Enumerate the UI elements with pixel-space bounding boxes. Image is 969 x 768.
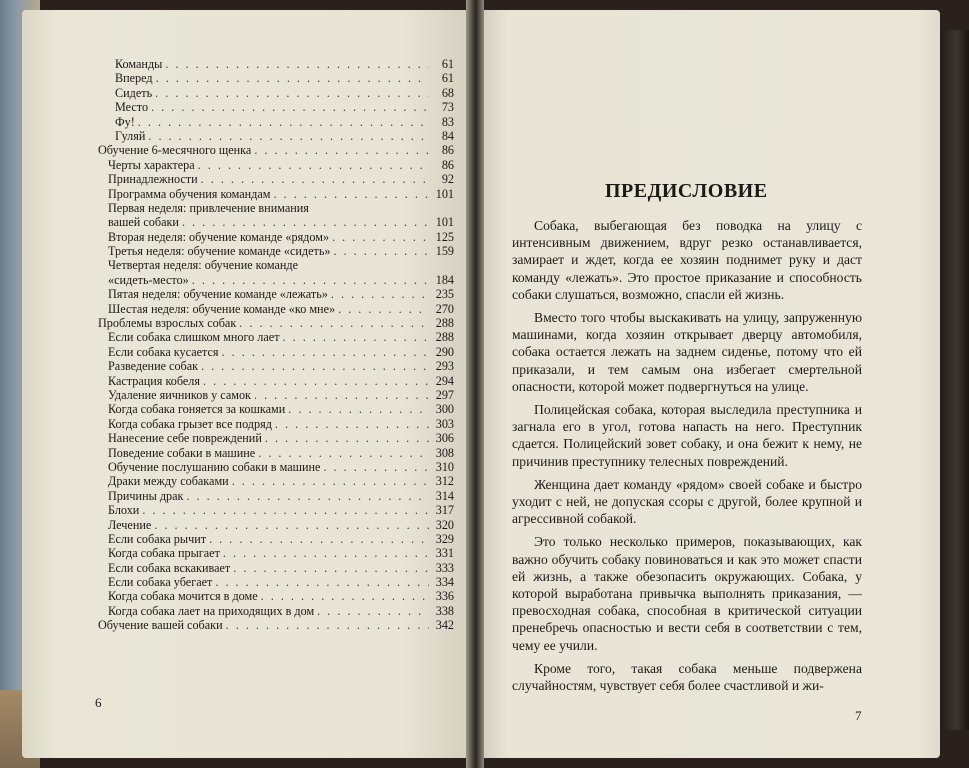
toc-dot-leader xyxy=(254,388,429,402)
toc-dot-leader xyxy=(223,546,429,560)
toc-dot-leader xyxy=(154,518,429,532)
toc-entry-title: Драки между собаками xyxy=(108,474,229,489)
toc-entry xyxy=(98,86,454,100)
toc-dot-leader xyxy=(182,215,429,229)
toc-entry-page: 86 xyxy=(441,157,454,172)
toc-dot-leader xyxy=(254,143,429,157)
toc-dot-leader xyxy=(138,115,429,129)
toc-entry xyxy=(98,244,454,258)
toc-entry-page: 297 xyxy=(435,387,454,402)
toc-entry-page: 294 xyxy=(435,373,454,388)
toc-entry xyxy=(98,431,454,445)
toc-entry xyxy=(98,474,454,488)
toc-entry-page: 68 xyxy=(441,85,454,100)
toc-entry xyxy=(98,575,454,589)
toc-entry-page: 61 xyxy=(441,71,454,86)
toc-entry xyxy=(98,100,454,114)
toc-entry-page: 61 xyxy=(441,57,454,71)
toc-entry xyxy=(98,561,454,575)
toc-entry-page: 125 xyxy=(435,229,454,244)
toc-dot-leader xyxy=(283,330,429,344)
toc-entry-page: 338 xyxy=(435,603,454,618)
table-of-contents xyxy=(98,57,454,633)
toc-entry-page: 329 xyxy=(435,531,454,546)
toc-entry xyxy=(98,503,454,517)
toc-dot-leader xyxy=(155,86,429,100)
right-page-number: 7 xyxy=(855,708,862,723)
toc-entry-page: 308 xyxy=(435,445,454,460)
toc-entry xyxy=(98,518,454,532)
toc-entry xyxy=(98,546,454,560)
toc-entry-page: 288 xyxy=(435,316,454,331)
toc-entry-title: Когда собака гоняется за кошками xyxy=(108,402,286,417)
toc-dot-leader xyxy=(203,374,429,388)
toc-dot-leader xyxy=(186,489,429,503)
toc-entry xyxy=(98,215,454,229)
toc-entry-page: 317 xyxy=(435,503,454,518)
toc-entry-title: Удаление яичников у самок xyxy=(108,387,251,402)
toc-entry xyxy=(98,489,454,503)
preface-paragraph: Вместо того чтобы выскакивать на улицу, запруженную машинами, когда хозяин открывает дверцу автомобиля, собака остается лежать на заднем сиденье, потому что ей приказали, и тем самым она избегает смертельной опасности, которой может подвергнуться на улице. xyxy=(512,310,862,394)
toc-entry-title: Разведение собак xyxy=(108,359,199,374)
toc-entry-page: 333 xyxy=(435,560,454,575)
toc-entry xyxy=(98,57,454,71)
toc-entry-page: 101 xyxy=(435,215,454,230)
toc-entry xyxy=(98,402,454,416)
toc-entry-title: Если собака слишком много лает xyxy=(108,330,280,345)
toc-entry-title: Третья неделя: обучение команде «сидеть» xyxy=(108,244,331,259)
toc-entry xyxy=(98,589,454,603)
toc-entry xyxy=(98,618,454,632)
toc-entry-title: Проблемы взрослых собак xyxy=(98,316,237,331)
toc-entry-page: 73 xyxy=(441,100,454,115)
toc-entry-title: Если собака рычит xyxy=(108,531,207,546)
toc-entry xyxy=(98,273,454,287)
book-spine-gutter xyxy=(466,0,484,768)
preface-paragraph: Это только несколько примеров, показывающих, как важно обучить собаку повиноваться и как это может спасти ей жизнь, а также обезопасить окружающих. Собака, у которой выработана привычка выполнять приказания, — превосходная собака, способная в критической ситуации пренебречь опасностью и вести себя в соответствии с тем, чему ее учили. xyxy=(512,534,862,653)
toc-entry xyxy=(98,446,454,460)
toc-dot-leader xyxy=(317,604,429,618)
toc-entry-title: Вторая неделя: обучение команде «рядом» xyxy=(108,229,330,244)
toc-entry-page: 159 xyxy=(435,244,454,259)
toc-dot-leader xyxy=(232,474,429,488)
toc-entry-title: Сидеть xyxy=(115,85,153,100)
toc-entry-title: Если собака убегает xyxy=(108,575,213,590)
toc-entry-title: Гуляй xyxy=(115,128,146,143)
toc-entry xyxy=(98,345,454,359)
toc-entry xyxy=(98,172,454,186)
preface-paragraph: Собака, выбегающая без поводка на улицу с интенсивным движением, вдруг резко останавливается, замирает и ждет, когда ее хозяин поднимет руку и даст команду «лежать». Это простое приказание и способность собаки слушаться, возможно, спасли ей жизнь. xyxy=(512,218,862,302)
toc-entry xyxy=(98,374,454,388)
toc-entry-page: 320 xyxy=(435,517,454,532)
toc-entry-page: 312 xyxy=(435,474,454,489)
toc-dot-leader xyxy=(258,446,429,460)
toc-entry-title: Когда собака мочится в доме xyxy=(108,589,258,604)
toc-dot-leader xyxy=(288,402,429,416)
toc-entry-page: 84 xyxy=(441,128,454,143)
toc-entry xyxy=(98,71,454,85)
toc-entry-title: Нанесение себе повреждений xyxy=(108,431,262,446)
toc-entry-page: 336 xyxy=(435,589,454,604)
toc-entry xyxy=(98,604,454,618)
toc-dot-leader xyxy=(192,273,429,287)
toc-dot-leader xyxy=(215,575,429,589)
toc-entry xyxy=(98,115,454,129)
toc-dot-leader xyxy=(338,302,429,316)
toc-dot-leader xyxy=(142,503,429,517)
toc-entry-page: 314 xyxy=(435,488,454,503)
toc-dot-leader xyxy=(331,287,429,301)
toc-entry-title: Если собака кусается xyxy=(108,344,219,359)
toc-entry-page: 86 xyxy=(441,143,454,158)
toc-entry-page: 306 xyxy=(435,431,454,446)
toc-entry-title: Когда собака грызет все подряд xyxy=(108,416,272,431)
toc-entry-title: Команды xyxy=(115,57,163,71)
toc-entry-title: Вперед xyxy=(115,71,153,86)
toc-entry-title: Четвертая неделя: обучение команде xyxy=(108,258,299,273)
toc-entry xyxy=(98,287,454,301)
toc-entry-title: Первая неделя: привлечение внимания xyxy=(108,200,309,215)
toc-entry-title: Пятая неделя: обучение команде «лежать» xyxy=(108,287,328,302)
toc-dot-leader xyxy=(275,417,429,431)
toc-entry xyxy=(98,330,454,344)
toc-entry-page: 331 xyxy=(435,546,454,561)
toc-entry-page: 101 xyxy=(435,186,454,201)
toc-entry-page: 303 xyxy=(435,416,454,431)
toc-dot-leader xyxy=(239,316,429,330)
toc-entry xyxy=(98,129,454,143)
toc-dot-leader xyxy=(332,230,429,244)
toc-entry-page: 300 xyxy=(435,402,454,417)
toc-entry-title: Кастрация кобеля xyxy=(108,373,200,388)
toc-entry-title: Программа обучения командам xyxy=(108,186,271,201)
toc-entry-title: Шестая неделя: обучение команде «ко мне» xyxy=(108,301,336,316)
toc-entry xyxy=(98,388,454,402)
toc-entry xyxy=(98,158,454,172)
toc-entry-page: 235 xyxy=(435,287,454,302)
toc-dot-leader xyxy=(151,100,429,114)
preface-heading: ПРЕДИСЛОВИЕ xyxy=(605,180,768,202)
book-cover-right xyxy=(938,30,969,730)
toc-entry-title: Принадлежности xyxy=(108,172,198,187)
toc-entry xyxy=(98,417,454,431)
toc-dot-leader xyxy=(265,431,429,445)
toc-dot-leader xyxy=(209,532,429,546)
toc-entry xyxy=(98,258,454,272)
toc-entry-title: Когда собака лает на приходящих в дом xyxy=(108,603,315,618)
toc-dot-leader xyxy=(201,359,429,373)
toc-entry-page: 342 xyxy=(435,618,454,633)
toc-dot-leader xyxy=(323,460,429,474)
toc-dot-leader xyxy=(226,618,429,632)
toc-entry-title: Лечение xyxy=(108,517,152,532)
preface-paragraph: Женщина дает команду «рядом» своей собаке и быстро уходит с ней, не допуская ссоры с другой, более крупной и агрессивной собакой. xyxy=(512,476,862,527)
toc-dot-leader xyxy=(148,129,429,143)
toc-entry-page: 92 xyxy=(441,172,454,187)
toc-dot-leader xyxy=(233,561,429,575)
toc-entry xyxy=(98,460,454,474)
preface-paragraph: Кроме того, такая собака меньше подвержена случайностям, чувствует себя более счастливой и жи- xyxy=(512,660,862,694)
toc-entry xyxy=(98,359,454,373)
toc-entry-title: «сидеть-место» xyxy=(108,272,189,287)
toc-entry-page: 290 xyxy=(435,344,454,359)
toc-entry-title: Черты характера xyxy=(108,157,195,172)
toc-entry-page: 334 xyxy=(435,575,454,590)
toc-entry xyxy=(98,316,454,330)
toc-dot-leader xyxy=(201,172,429,186)
preface-text xyxy=(512,217,862,700)
toc-entry xyxy=(98,302,454,316)
toc-entry-title: Обучение послушанию собаки в машине xyxy=(108,459,321,474)
toc-entry-page: 83 xyxy=(441,114,454,129)
toc-entry xyxy=(98,187,454,201)
toc-entry xyxy=(98,230,454,244)
toc-entry-title: Место xyxy=(115,100,149,115)
toc-dot-leader xyxy=(261,589,429,603)
toc-entry xyxy=(98,201,454,215)
preface-paragraph: Полицейская собака, которая выследила преступника и загнала его в угол, готова напасть на него. Преступник сдается. Полицейский зовет собаку, и она бежит к нему, не причинив преступнику телесных повреждений. xyxy=(512,402,862,469)
toc-dot-leader xyxy=(222,345,429,359)
toc-entry xyxy=(98,143,454,157)
toc-entry-title: Если собака вскакивает xyxy=(108,560,231,575)
toc-entry-page: 310 xyxy=(435,459,454,474)
toc-entry xyxy=(98,532,454,546)
toc-entry-title: Поведение собаки в машине xyxy=(108,445,256,460)
toc-entry-page: 184 xyxy=(435,272,454,287)
left-page-number: 6 xyxy=(95,695,102,710)
toc-entry-title: Когда собака прыгает xyxy=(108,546,220,561)
toc-dot-leader xyxy=(274,187,430,201)
toc-dot-leader xyxy=(333,244,429,258)
toc-entry-page: 270 xyxy=(435,301,454,316)
toc-entry-title: вашей собаки xyxy=(108,215,179,230)
toc-entry-page: 293 xyxy=(435,359,454,374)
toc-entry-title: Обучение 6-месячного щенка xyxy=(98,143,252,158)
toc-entry-title: Фу! xyxy=(115,114,135,129)
toc-dot-leader xyxy=(156,71,429,85)
toc-entry-page: 288 xyxy=(435,330,454,345)
toc-entry-title: Блохи xyxy=(108,503,140,518)
toc-dot-leader xyxy=(165,57,429,71)
toc-entry-title: Причины драк xyxy=(108,488,184,503)
toc-dot-leader xyxy=(198,158,429,172)
toc-entry-title: Обучение вашей собаки xyxy=(98,618,223,633)
